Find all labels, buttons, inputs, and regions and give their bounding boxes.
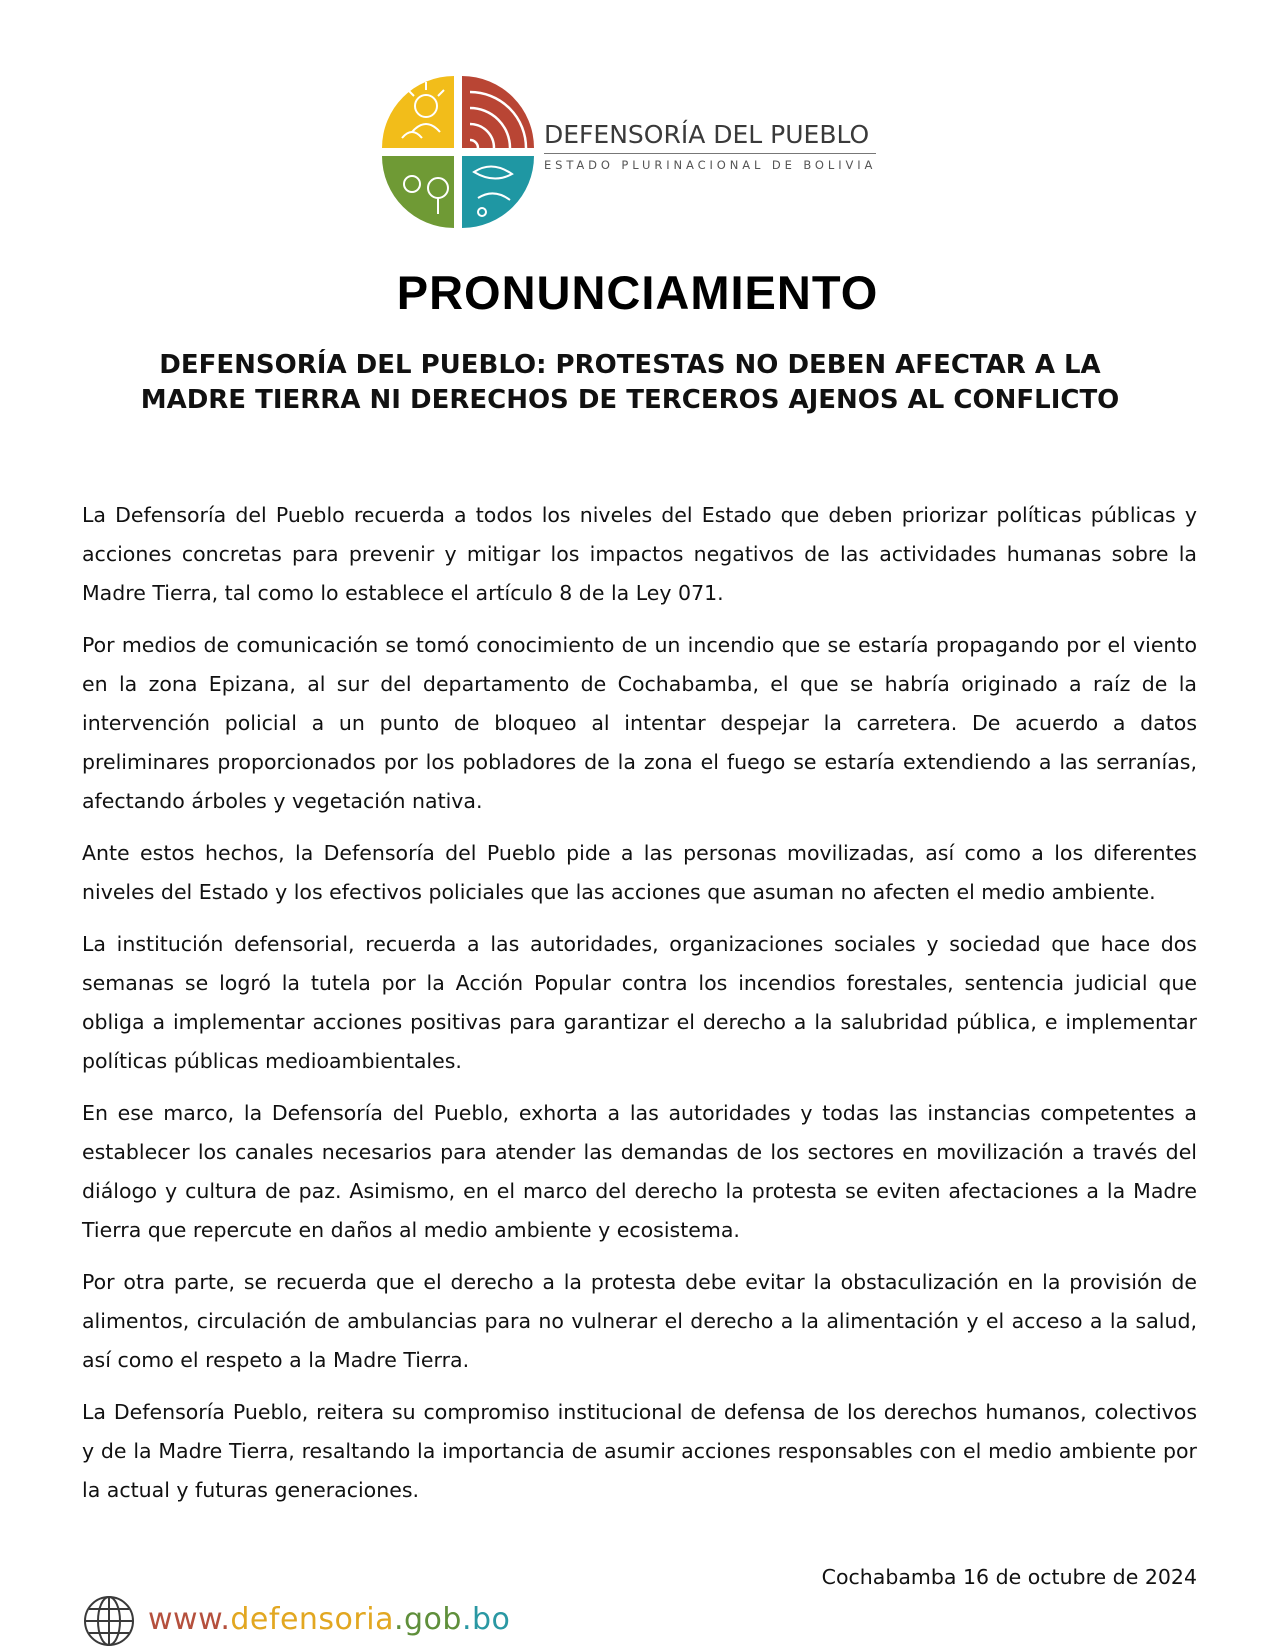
url-part-bo: .bo: [461, 1602, 511, 1637]
paragraph: Por medios de comunicación se tomó conocimiento de un incendio que se estaría propagando por el viento en la zona Epizana, al sur del departamento de Cochabamba, el que se habría originado a raíz de la intervención policial a un punto de bloqueo al intentar despejar la carretera. De acuerdo a datos preliminares proporcionados por los pobladores de la zona el fuego se estaría extendiendo a las serranías, afectando árboles y vegetación nativa.: [82, 633, 1197, 813]
footer: [82, 1594, 511, 1648]
paragraph: La institución defensorial, recuerda a las autoridades, organizaciones sociales y sociedad que hace dos semanas se logró la tutela por la Acción Popular contra los incendios forestales, sentencia judicial que obliga a implementar acciones positivas para garantizar el derecho a la salubridad pública, e implementar políticas públicas medioambientales.: [82, 932, 1197, 1073]
paragraph: La Defensoría Pueblo, reitera su compromiso institucional de defensa de los derechos humanos, colectivos y de la Madre Tierra, resaltando la importancia de asumir acciones responsables con el medio ambiente por la actual y futuras generaciones.: [82, 1400, 1197, 1502]
paragraph: Por otra parte, se recuerda que el derecho a la protesta debe evitar la obstaculización en la provisión de alimentos, circulación de ambulancias para no vulnerar el derecho a la alimentación y el acceso a la salud, así como el respeto a la Madre Tierra.: [82, 1270, 1197, 1372]
globe-icon: [82, 1594, 136, 1648]
defensoria-emblem-icon: [382, 76, 534, 228]
logo-text: [544, 120, 876, 172]
document-subtitle: DEFENSORÍA DEL PUEBLO: PROTESTAS NO DEBEN AFECTAR A LA MADRE TIERRA NI DERECHOS DE TERCEROS AJENOS AL CONFLICTO: [140, 350, 1120, 415]
paragraph: En ese marco, la Defensoría del Pueblo, exhorta a las autoridades y todas las instancias competentes a establecer los canales necesarios para atender las demandas de los sectores en movilización a través del diálogo y cultura de paz. Asimismo, en el marco del derecho la protesta se eviten afectaciones a la Madre Tierra que repercute en daños al medio ambiente y ecosistema.: [82, 1101, 1197, 1242]
website-link[interactable]: [148, 1600, 510, 1640]
url-part-domain: defensoria: [230, 1602, 394, 1637]
url-part-www: www.: [148, 1602, 231, 1637]
institution-logo: [382, 76, 882, 228]
paragraph: La Defensoría del Pueblo recuerda a todos los niveles del Estado que deben priorizar políticas públicas y acciones concretas para prevenir y mitigar los impactos negativos de las actividades humanas sobre la Madre Tierra, tal como lo establece el artículo 8 de la Ley 071.: [82, 503, 1197, 605]
paragraph: Ante estos hechos, la Defensoría del Pueblo pide a las personas movilizadas, así como a los diferentes niveles del Estado y los efectivos policiales que las acciones que asuman no afecten el medio ambiente.: [82, 841, 1197, 904]
url-part-gob: .gob: [393, 1602, 462, 1637]
logo-name: DEFENSORÍA DEL PUEBLO: [544, 120, 870, 149]
document-title: PRONUNCIAMIENTO: [396, 266, 879, 319]
place-date: Cochabamba 16 de octubre de 2024: [821, 1565, 1197, 1589]
logo-subtitle: ESTADO PLURINACIONAL DE BOLIVIA: [544, 153, 876, 172]
document-body: [82, 496, 1197, 1523]
